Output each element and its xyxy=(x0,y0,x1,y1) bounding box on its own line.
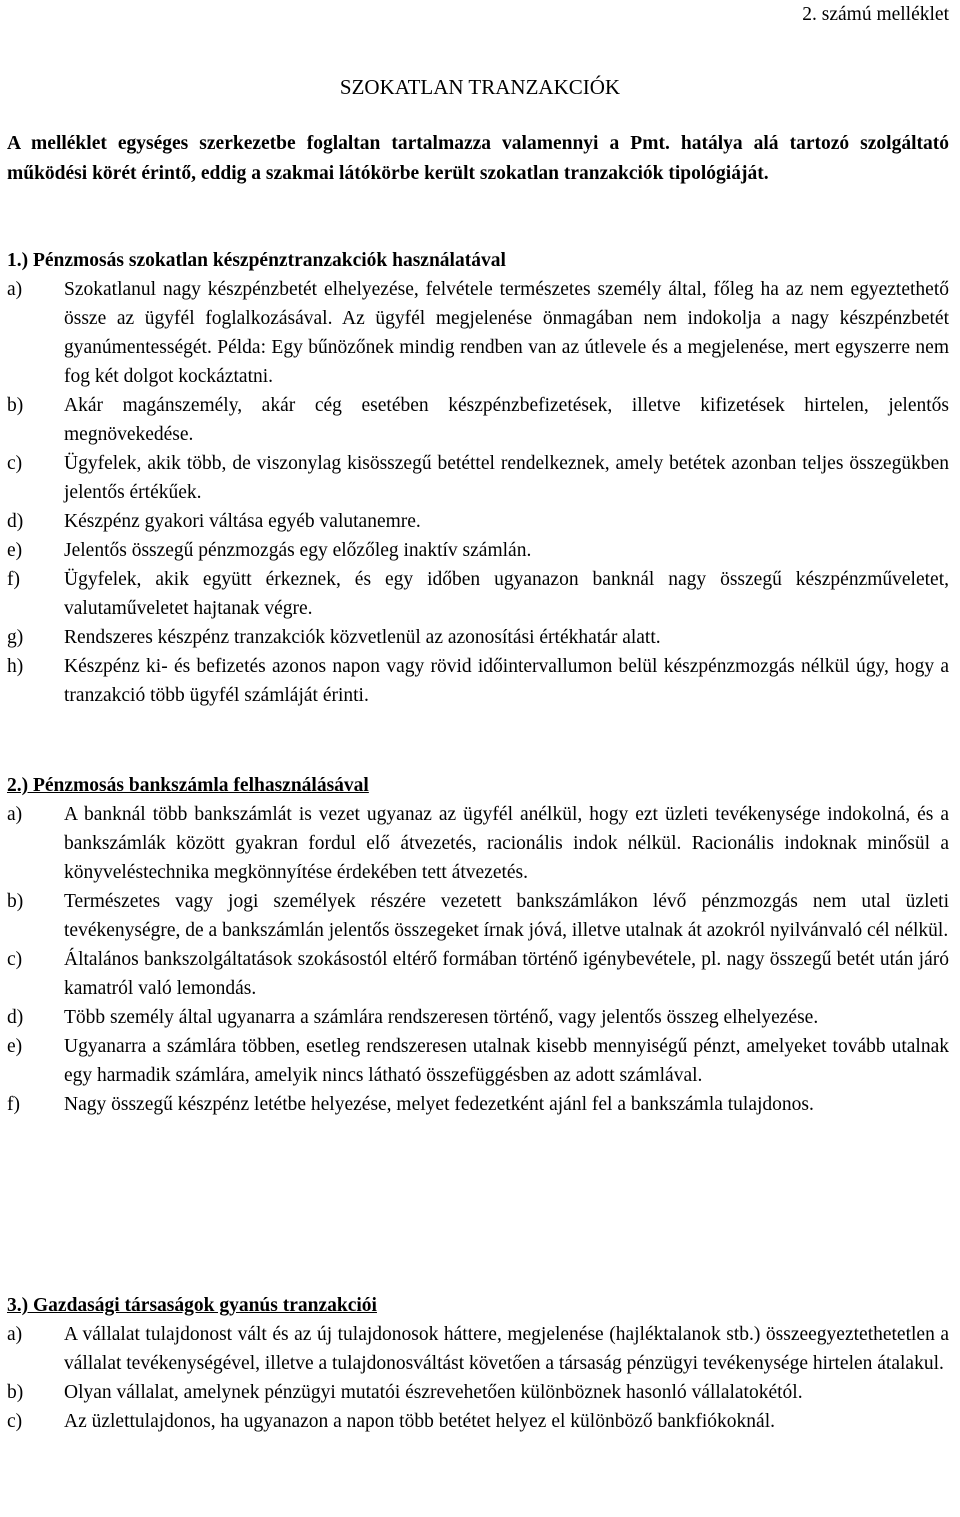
item-label: a) xyxy=(7,279,23,300)
section-3 xyxy=(7,1291,949,1436)
item-text: Rendszeres készpénz tranzakciók közvetlenül az azonosítási értékhatár alatt. xyxy=(64,627,661,648)
item-text: Általános bankszolgáltatások szokásostól eltérő formában történő igénybevétele, pl. nagy összegű betét után járó kamatról való lemondás. xyxy=(64,949,949,999)
section-2-item-a xyxy=(7,800,949,887)
item-label: b) xyxy=(7,891,24,912)
section-1-item-b xyxy=(7,391,949,449)
section-1-item-c xyxy=(7,449,949,507)
intro-paragraph: A melléklet egységes szerkezetbe foglaltan tartalmazza valamennyi a Pmt. hatálya alá tartozó szolgáltató működési körét érintő, eddig a szakmai látókörbe került szokatlan tranzakciók tipológiáját. xyxy=(7,133,949,184)
item-label: h) xyxy=(7,656,24,677)
section-1 xyxy=(7,246,949,710)
section-2-item-e xyxy=(7,1032,949,1090)
section-2-item-b xyxy=(7,887,949,945)
section-3-item-c xyxy=(7,1407,949,1436)
item-label: b) xyxy=(7,1382,24,1403)
item-label: a) xyxy=(7,1324,23,1345)
section-3-item-b xyxy=(7,1378,949,1407)
section-1-item-g xyxy=(7,623,949,652)
item-text: Természetes vagy jogi személyek részére vezetett bankszámlákon lévő pénzmozgás nem utal üzleti tevékenységre, de a bankszámlán jelentős összegeket írnak jóvá, illetve utalnak át azokról nyilvánvaló cél nélkül. xyxy=(64,891,949,941)
item-label: c) xyxy=(7,1411,23,1432)
section-3-item-a xyxy=(7,1320,949,1378)
item-text: A vállalat tulajdonost vált és az új tulajdonosok háttere, megjelenése (hajléktalanok stb.) összeegyeztethetetlen a vállalat tevékenységével, illetve a tulajdonosváltást követően a társaság pénzügyi tevékenysége hirtelen átalakul. xyxy=(64,1324,949,1374)
item-text: Nagy összegű készpénz letétbe helyezése, melyet fedezetként ajánl fel a bankszámla tulajdonos. xyxy=(64,1094,814,1115)
item-label: c) xyxy=(7,949,23,970)
item-text: Ügyfelek, akik együtt érkeznek, és egy időben ugyanazon banknál nagy összegű készpénzműveletet, valutaműveletet hajtanak végre. xyxy=(64,569,949,619)
item-text: A banknál több bankszámlát is vezet ugyanaz az ügyfél anélkül, hogy ezt üzleti tevékenysége indokolná, és a bankszámlák között gyakran fordul elő átvezetés, racionális indok nélkül. Racionális indoknak minősül a könyveléstechnika megkönnyítése érdekében tett átvezetés. xyxy=(64,804,949,883)
item-label: f) xyxy=(7,1094,20,1115)
item-text: Az üzlettulajdonos, ha ugyanazon a napon több betétet helyez el különböző bankfiókoknál. xyxy=(64,1411,775,1432)
item-label: f) xyxy=(7,569,20,590)
item-text: Olyan vállalat, amelynek pénzügyi mutatói észrevehetően különböznek hasonló vállalatokétól. xyxy=(64,1382,803,1403)
section-3-heading xyxy=(7,1291,949,1320)
item-text: Ugyanarra a számlára többen, esetleg rendszeresen utalnak kisebb mennyiségű pénzt, amelyeket tovább utalnak egy harmadik számlára, amelyik nincs látható összefüggésben az adott számlával. xyxy=(64,1036,949,1086)
item-text: Jelentős összegű pénzmozgás egy előzőleg inaktív számlán. xyxy=(64,540,532,561)
item-label: b) xyxy=(7,395,24,416)
item-label: d) xyxy=(7,511,24,532)
section-2-heading-text: 2.) Pénzmosás bankszámla felhasználásával xyxy=(7,775,369,796)
section-3-heading-text: 3.) Gazdasági társaságok gyanús tranzakciói xyxy=(7,1295,377,1316)
item-label: a) xyxy=(7,804,23,825)
section-2-item-c xyxy=(7,945,949,1003)
section-1-item-a xyxy=(7,275,949,391)
item-label: c) xyxy=(7,453,23,474)
section-2-heading xyxy=(7,771,949,800)
item-text: Készpénz gyakori váltása egyéb valutanemre. xyxy=(64,511,421,532)
section-2-item-f xyxy=(7,1090,949,1119)
section-1-item-f xyxy=(7,565,949,623)
item-text: Készpénz ki- és befizetés azonos napon vagy rövid időintervallumon belül készpénzmozgás nélkül úgy, hogy a tranzakció több ügyfél számláját érinti. xyxy=(64,656,949,706)
item-label: d) xyxy=(7,1007,24,1028)
section-2 xyxy=(7,771,949,1119)
item-text: Akár magánszemély, akár cég esetében készpénzbefizetések, illetve kifizetések hirtelen, jelentős megnövekedése. xyxy=(64,395,949,445)
item-label: e) xyxy=(7,1036,23,1057)
item-text: Több személy által ugyanarra a számlára rendszeresen történő, vagy jelentős összeg elhelyezése. xyxy=(64,1007,819,1028)
document-title: SZOKATLAN TRANZAKCIÓK xyxy=(339,75,621,99)
section-1-heading: 1.) Pénzmosás szokatlan készpénztranzakciók használatával xyxy=(7,250,506,271)
section-1-item-e xyxy=(7,536,949,565)
section-2-item-d xyxy=(7,1003,949,1032)
item-label: e) xyxy=(7,540,23,561)
item-text: Szokatlanul nagy készpénzbetét elhelyezése, felvétele természetes személy által, főleg ha az nem egyeztethető össze az ügyfél foglalkozásával. Az ügyfél megjelenése önmagában nem indokolja a nagy készpénzbetét gyanúmentességét. Példa: Egy bűnözőnek mindig rendben van az útlevele és a megjelenése, mert egyszerre nem fog két dolgot kockáztatni. xyxy=(64,279,949,387)
section-1-item-h xyxy=(7,652,949,710)
item-text: Ügyfelek, akik több, de viszonylag kisösszegű betéttel rendelkeznek, amely betétek azonban teljes összegükben jelentős értékűek. xyxy=(64,453,949,503)
item-label: g) xyxy=(7,627,24,648)
section-1-item-d xyxy=(7,507,949,536)
annex-label: 2. számú melléklet xyxy=(802,4,949,25)
